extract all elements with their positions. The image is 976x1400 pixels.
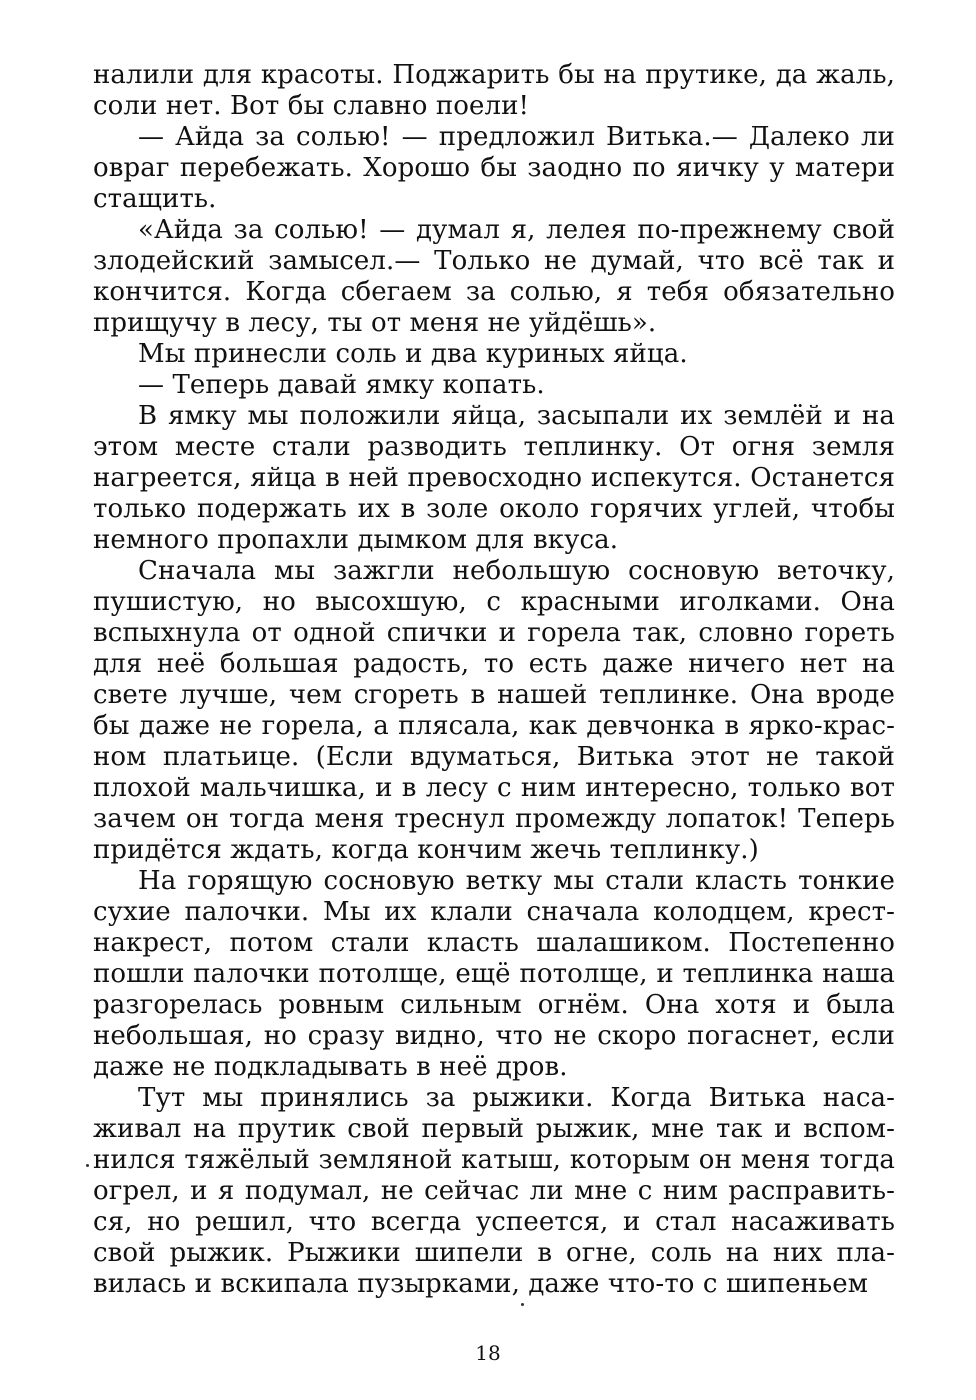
text-line: злодейский замысел.— Только не думай, что всё так и <box>93 246 895 276</box>
text-line: ся, но решил, что всегда успеется, и стал насаживать <box>93 1207 895 1237</box>
print-speck <box>521 1303 524 1306</box>
paragraph <box>93 1083 895 1300</box>
text-line: нагреется, яйца в ней превосходно испекутся. Останется <box>93 463 895 493</box>
text-line: стащить. <box>93 184 217 214</box>
text-line: огрел, и я подумал, не сейчас ли мне с ним расправить- <box>93 1176 895 1206</box>
text-line: только подержать их в золе около горячих углей, чтобы <box>93 494 895 524</box>
text-line: — Айда за солью! — предложил Витька.— Далеко ли <box>138 122 895 152</box>
text-line: для неё большая радость, то есть даже ничего нет на <box>93 649 895 679</box>
text-line: сухие палочки. Мы их клали сначала колодцем, крест- <box>93 897 895 927</box>
paragraph <box>93 60 895 122</box>
paragraph <box>93 339 895 370</box>
text-line: придётся ждать, когда кончим жечь теплинку.) <box>93 835 759 865</box>
paragraph <box>93 215 895 339</box>
text-line: В ямку мы положили яйца, засыпали их землёй и на <box>138 401 895 431</box>
text-line: даже не подкладывать в неё дров. <box>93 1052 568 1082</box>
paragraph <box>93 866 895 1083</box>
page-number: 18 <box>475 1341 501 1365</box>
paragraph <box>93 556 895 866</box>
body-text <box>93 60 895 1300</box>
text-line: нился тяжёлый земляной катыш, которым он меня тогда <box>93 1145 895 1175</box>
text-line: овраг перебежать. Хорошо бы заодно по яичку у матери <box>93 153 895 183</box>
text-line: вспыхнула от одной спички и горела так, словно гореть <box>93 618 895 648</box>
text-line: живал на прутик свой первый рыжик, мне так и вспом- <box>93 1114 895 1144</box>
text-line: свой рыжик. Рыжики шипели в огне, соль на них пла- <box>93 1238 895 1268</box>
text-line: соли нет. Вот бы славно поели! <box>93 91 530 121</box>
text-line: кончится. Когда сбегаем за солью, я тебя обязательно <box>93 277 895 307</box>
text-line: бы даже не горела, а плясала, как девчонка в ярко-крас- <box>93 711 895 741</box>
text-line: свете лучше, чем сгореть в нашей теплинке. Она вроде <box>93 680 895 710</box>
text-line: Сначала мы зажгли небольшую сосновую веточку, <box>138 556 895 586</box>
text-line: Мы принесли соль и два куриных яйца. <box>138 339 688 369</box>
text-line: прищучу в лесу, ты от меня не уйдёшь». <box>93 308 657 338</box>
text-line: пушистую, но высохшую, с красными иголками. Она <box>93 587 895 617</box>
text-line: разгорелась ровным сильным огнём. Она хотя и была <box>93 990 895 1020</box>
text-line: пошли палочки потолще, ещё потолще, и теплинка наша <box>93 959 895 989</box>
text-line: — Теперь давай ямку копать. <box>138 370 545 400</box>
print-speck <box>86 1164 89 1167</box>
text-line: плохой мальчишка, и в лесу с ним интересно, только вот <box>93 773 895 803</box>
paragraph <box>93 401 895 556</box>
text-line: «Айда за солью! — думал я, лелея по-прежнему свой <box>138 215 895 245</box>
text-line: Тут мы принялись за рыжики. Когда Витька наса- <box>138 1083 895 1113</box>
text-line: налили для красоты. Поджарить бы на прутике, да жаль, <box>93 60 895 90</box>
paragraph <box>93 370 895 401</box>
text-line: вилась и вскипала пузырками, даже что-то с шипеньем <box>93 1269 869 1299</box>
text-line: ном платьице. (Если вдуматься, Витька этот не такой <box>93 742 895 772</box>
text-line: зачем он тогда меня треснул промеждy лопаток! Теперь <box>93 804 895 834</box>
text-line: этом месте стали разводить теплинку. От огня земля <box>93 432 895 462</box>
text-line: На горящую сосновую ветку мы стали класть тонкие <box>138 866 895 896</box>
text-line: немного пропахли дымком для вкуса. <box>93 525 619 555</box>
paragraph <box>93 122 895 215</box>
text-line: небольшая, но сразу видно, что не скоро погаснет, если <box>93 1021 895 1051</box>
text-line: накрест, потом стали класть шалашиком. Постепенно <box>93 928 895 958</box>
